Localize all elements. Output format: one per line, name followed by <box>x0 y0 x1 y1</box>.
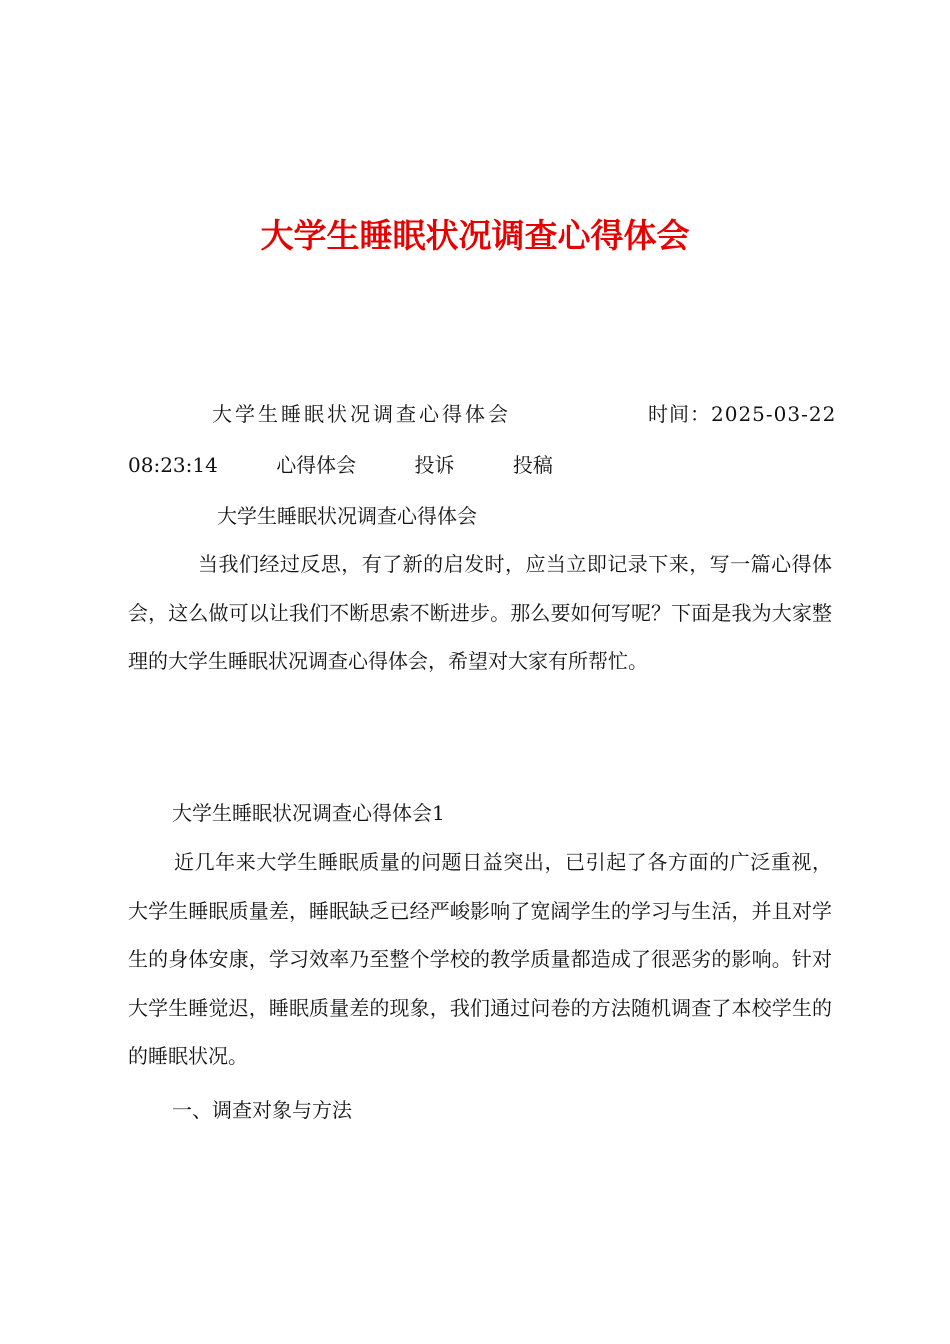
section-heading: 大学生睡眠状况调查心得体会1 <box>172 801 445 825</box>
subtitle: 大学生睡眠状况调查心得体会 <box>217 504 477 528</box>
meta-complain-link[interactable]: 投诉 <box>414 453 455 477</box>
meta-row <box>128 451 605 479</box>
meta-time-rest: 08:23:14 <box>128 453 218 477</box>
document-title: 大学生睡眠状况调查心得体会 <box>260 216 690 255</box>
meta-submit-link[interactable]: 投稿 <box>512 453 553 477</box>
meta-category[interactable]: 心得体会 <box>276 453 357 477</box>
section-paragraph: 近几年来大学生睡眠质量的问题日益突出，已引起了各方面的广泛重视，大学生睡眠质量差，睡眠缺乏已经严峻影响了宽阔学生的学习与生活，并且对学生的身体安康，学习效率乃至整个学校的教学质量都造成了很恶劣的影响。针对大学生睡觉迟，睡眠质量差的现象，我们通过问卷的方法随机调查了本校学生的的睡眠状况。 <box>128 850 832 1069</box>
meta-time: 时间：2025-03-22 <box>648 402 837 426</box>
intro-paragraph: 当我们经过反思，有了新的启发时，应当立即记录下来，写一篇心得体会，这么做可以让我们不断思索不断进步。那么要如何写呢？下面是我为大家整理的大学生睡眠状况调查心得体会，希望对大家有所帮忙。 <box>128 552 832 674</box>
section-item-heading: 一、调查对象与方法 <box>172 1098 352 1122</box>
meta-article-title: 大学生睡眠状况调查心得体会 <box>212 402 511 426</box>
